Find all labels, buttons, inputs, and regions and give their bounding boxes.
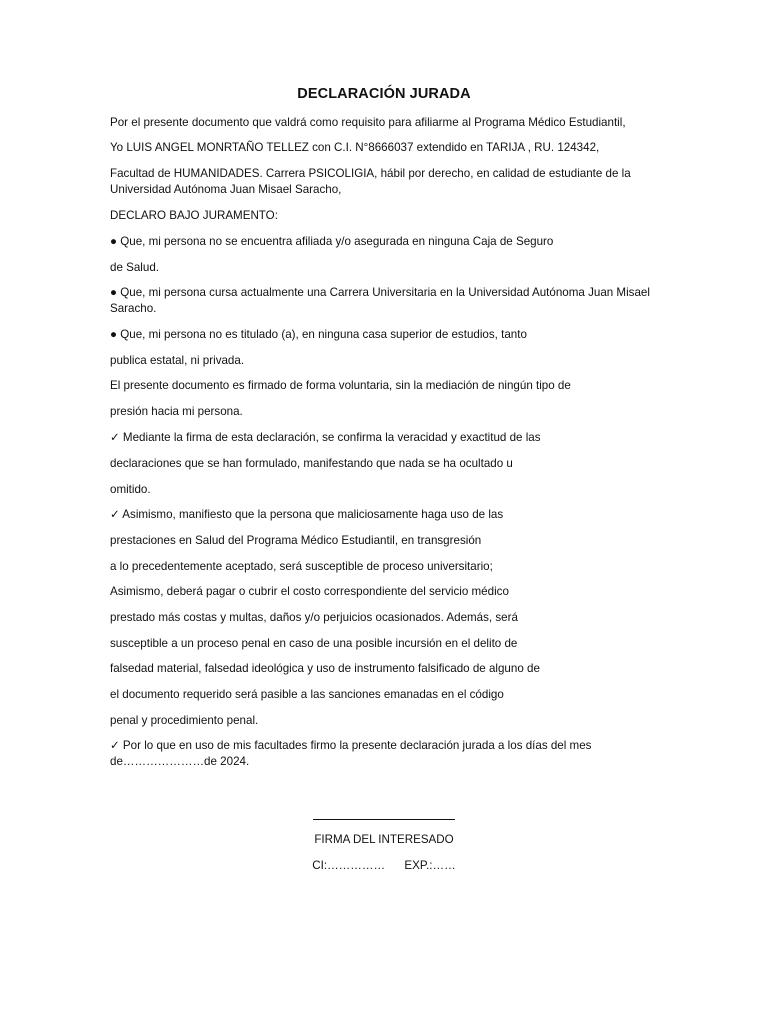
check-misuse-cont-7: el documento requerido será pasible a las sanciones emanadas en el código [110, 688, 504, 701]
signature-line [313, 819, 455, 820]
bullet-no-insurance: ● Que, mi persona no se encuentra afiliada y/o asegurada en ninguna Caja de Seguro [110, 235, 554, 248]
check-veracity-cont-1: declaraciones que se han formulado, manifestando que nada se ha ocultado u [110, 457, 513, 470]
check-misuse-cont-2: a lo precedentemente aceptado, será susceptible de proceso universitario; [110, 560, 493, 573]
document-title: DECLARACIÓN JURADA [297, 86, 471, 102]
bullet-not-graduated: ● Que, mi persona no es titulado (a), en ninguna casa superior de estudios, tanto [110, 328, 527, 341]
paragraph-faculty: Facultad de HUMANIDADES. Carrera PSICOLIGIA, hábil por derecho, en calidad de estudiante de la Universidad Autónoma Juan Misael Saracho, [110, 167, 631, 196]
signature-label: FIRMA DEL INTERESADO [314, 833, 454, 846]
declaration-heading: DECLARO BAJO JURAMENTO: [110, 209, 278, 222]
check-veracity: ✓ Mediante la firma de esta declaración, se confirma la veracidad y exactitud de las [110, 431, 541, 444]
paragraph-intro: Por el presente documento que valdrá como requisito para afiliarme al Programa Médico Estudiantil, [110, 116, 626, 129]
paragraph-identity: Yo LUIS ANGEL MONRTAÑO TELLEZ con C.I. N°8666037 extendido en TARIJA , RU. 124342, [110, 141, 600, 154]
check-signature-statement: ✓ Por lo que en uso de mis facultades firmo la presente declaración jurada a los días del mes de…………………de 2024. [110, 739, 592, 768]
paragraph-voluntary-cont: presión hacia mi persona. [110, 405, 243, 418]
bullet-enrolled: ● Que, mi persona cursa actualmente una Carrera Universitaria en la Universidad Autónoma Juan Misael Saracho. [110, 286, 650, 315]
check-misuse-cont-5: susceptible a un proceso penal en caso de una posible incursión en el delito de [110, 637, 518, 650]
check-misuse-cont-8: penal y procedimiento penal. [110, 714, 259, 727]
signature-ci-exp: CI:…………… EXP.:…… [312, 859, 456, 872]
check-misuse-cont-1: prestaciones en Salud del Programa Médico Estudiantil, en transgresión [110, 534, 482, 547]
check-misuse-cont-6: falsedad material, falsedad ideológica y uso de instrumento falsificado de alguno de [110, 662, 540, 675]
check-veracity-cont-2: omitido. [110, 483, 151, 496]
bullet-no-insurance-cont: de Salud. [110, 261, 159, 274]
check-misuse-cont-3: Asimismo, deberá pagar o cubrir el costo correspondiente del servicio médico [110, 585, 509, 598]
bullet-not-graduated-cont: publica estatal, ni privada. [110, 354, 245, 367]
check-misuse-cont-4: prestado más costas y multas, daños y/o perjuicios ocasionados. Además, será [110, 611, 518, 624]
check-misuse: ✓ Asimismo, manifiesto que la persona que maliciosamente haga uso de las [110, 508, 504, 521]
paragraph-voluntary: El presente documento es firmado de forma voluntaria, sin la mediación de ningún tipo de [110, 379, 571, 392]
